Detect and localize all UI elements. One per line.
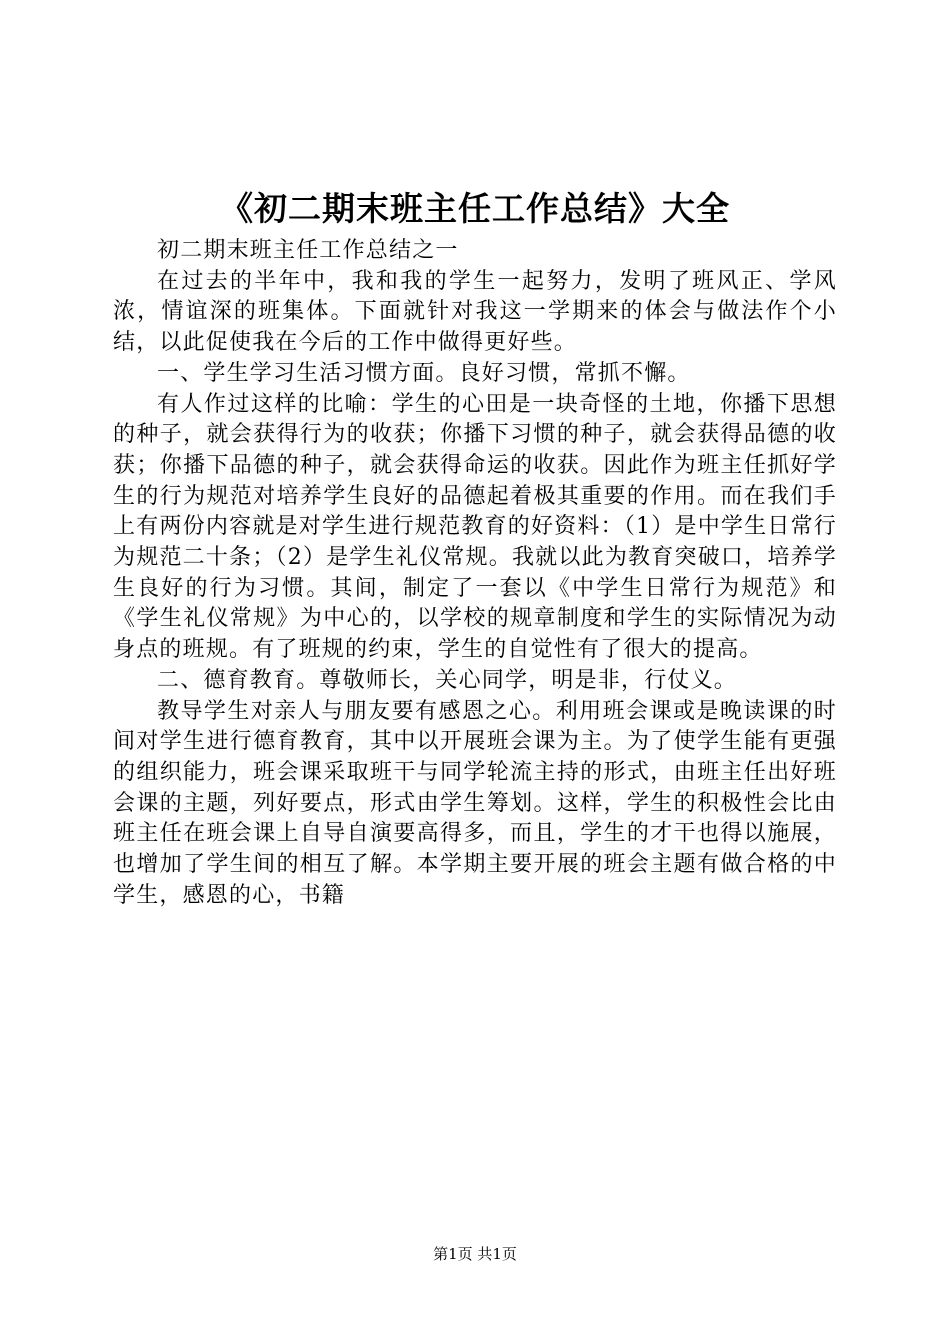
habits-paragraph: 有人作过这样的比喻：学生的心田是一块奇怪的土地，你播下思想的种子，就会获得行为的收获；你播下习惯的种子，就会获得品德的收获；你播下品德的种子，就会获得命运的收获。因此作为班主任抓好学生的行为规范对培养学生良好的品德起着极其重要的作用。而在我们手上有两份内容就是对学生进行规范教育的好资料：（1）是中学生日常行为规范二十条；（2）是学生礼仪常规。我就以此为教育突破口，培养学生良好的行为习惯。其间，制定了一套以《中学生日常行为规范》和《学生礼仪常规》为中心的，以学校的规章制度和学生的实际情况为动身点的班规。有了班规的约束，学生的自觉性有了很大的提高。: [113, 391, 837, 663]
document-title: 《初二期末班主任工作总结》大全: [220, 189, 730, 228]
document-body: [113, 236, 837, 911]
moral-paragraph: 教导学生对亲人与朋友要有感恩之心。利用班会课或是晚读课的时间对学生进行德育教育，其中以开展班会课为主。为了使学生能有更强的组织能力，班会课采取班干与同学轮流主持的形式，由班主任出好班会课的主题，列好要点，形式由学生筹划。这样，学生的积极性会比由班主任在班会课上自导自演要高得多，而且，学生的才干也得以施展，也增加了学生间的相互了解。本学期主要开展的班会主题有做合格的中学生，感恩的心，书籍: [113, 698, 837, 908]
section-heading-moral: 二、德育教育。尊敬师长，关心同学，明是非，行仗义。: [157, 667, 738, 693]
section-subtitle: 初二期末班主任工作总结之一: [157, 238, 459, 263]
page-number-footer: 第1页 共1页: [433, 1245, 517, 1263]
section-heading-habits: 一、学生学习生活习惯方面。良好习惯，常抓不懈。: [157, 360, 691, 386]
intro-paragraph: 在过去的半年中，我和我的学生一起努力，发明了班风正、学风浓，情谊深的班集体。下面就针对我这一学期来的体会与做法作个小结，以此促使我在今后的工作中做得更好些。: [113, 268, 837, 356]
